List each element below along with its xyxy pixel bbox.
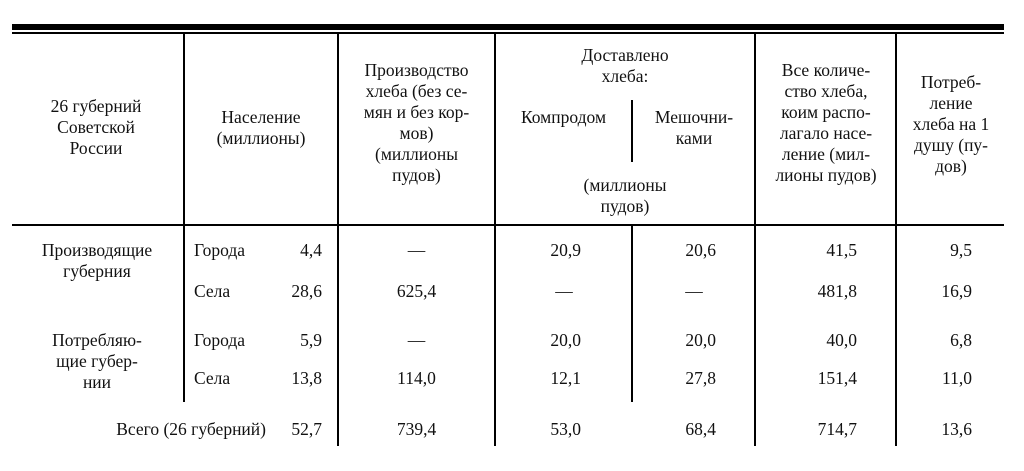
header-meshochniki: [634, 107, 754, 149]
cell-komprod: 20,9: [550, 240, 581, 260]
cell-total: 41,5: [826, 240, 857, 260]
header-delivered-units: [497, 175, 753, 217]
header-text: душу (пу-: [913, 135, 989, 155]
group-label-text: Потребляю-: [52, 330, 142, 350]
header-text: Потреб-: [920, 72, 982, 92]
cell-total: 714,7: [817, 419, 857, 439]
header-komprod: [497, 107, 630, 128]
cell-per-capita: 16,9: [941, 281, 972, 301]
header-text: Доставлено: [581, 45, 669, 65]
cell-total: 151,4: [817, 368, 857, 388]
header-text: России: [69, 138, 123, 158]
cell-per-capita: 6,8: [950, 330, 972, 350]
row-kind: Города: [194, 240, 245, 260]
header-text: Компродом: [520, 107, 607, 127]
header-rule: [12, 224, 1004, 226]
group-label-text: Производящие: [41, 240, 153, 260]
cell-population: 52,7: [291, 419, 322, 439]
total-label: Всего (26 губерний): [116, 419, 266, 439]
row-kind: Города: [194, 330, 245, 350]
top-rule-thin: [12, 32, 1004, 34]
col-divider: [494, 34, 496, 446]
cell-production: 739,4: [396, 419, 437, 439]
header-text: Население: [221, 107, 301, 127]
header-text: Советской: [57, 117, 135, 137]
cell-meshochniki: 20,6: [685, 240, 716, 260]
header-population: [186, 107, 336, 149]
group-label-text: нии: [82, 372, 112, 392]
cell-production: 625,4: [396, 281, 437, 301]
cell-meshochniki: 27,8: [685, 368, 716, 388]
header-text: Мешочни-: [654, 107, 734, 127]
col-divider: [337, 34, 339, 446]
header-text: дов): [935, 156, 967, 176]
cell-komprod: —: [555, 281, 573, 301]
cell-total: 481,8: [817, 281, 857, 301]
header-text: (миллионы: [583, 175, 667, 195]
header-text: лионы пудов): [775, 165, 877, 185]
col-divider: [895, 34, 897, 446]
header-text: ление: [929, 93, 973, 113]
cell-total: 40,0: [826, 330, 857, 350]
cell-production: —: [407, 330, 426, 350]
header-total-bread: [757, 60, 895, 186]
row-kind: Села: [194, 281, 231, 301]
header-text: (миллионы: [375, 144, 458, 164]
header-text: хлеба:: [601, 66, 649, 86]
col-divider: [183, 226, 185, 402]
header-text: Все количе-: [781, 60, 871, 80]
header-text: мян и без кор-: [363, 102, 470, 122]
col-divider: [754, 34, 756, 446]
cell-komprod: 12,1: [550, 368, 581, 388]
cell-meshochniki: 20,0: [685, 330, 716, 350]
group-label-consuming: [12, 330, 182, 393]
header-text: Производство: [364, 60, 469, 80]
cell-production: —: [407, 240, 426, 260]
header-text: ками: [675, 128, 713, 148]
header-text: хлеба (без се-: [365, 81, 468, 101]
cell-meshochniki: 68,4: [685, 419, 716, 439]
header-text: коим распо-: [781, 102, 871, 122]
header-text: хлеба на 1: [912, 114, 990, 134]
cell-population: 4,4: [300, 240, 322, 260]
cell-meshochniki: —: [685, 281, 703, 301]
header-text: лагало насе-: [779, 123, 873, 143]
top-rule-thick: [12, 24, 1004, 30]
group-label-text: щие губер-: [56, 351, 138, 371]
cell-per-capita: 9,5: [950, 240, 972, 260]
header-per-capita: [898, 72, 1004, 177]
cell-production: 114,0: [397, 368, 436, 388]
header-text: мов): [399, 123, 434, 143]
header-text: пудов): [600, 196, 650, 216]
header-region: [12, 96, 180, 159]
cell-per-capita: 13,6: [941, 419, 972, 439]
header-text: пудов): [392, 165, 441, 185]
cell-komprod: 53,0: [550, 419, 581, 439]
row-kind: Села: [194, 368, 231, 388]
cell-population: 5,9: [300, 330, 322, 350]
header-text: ство хлеба,: [784, 81, 868, 101]
col-divider: [631, 100, 633, 162]
group-label-producing: [12, 240, 182, 282]
header-production: [340, 60, 493, 186]
col-divider: [631, 226, 633, 402]
header-text: ление (мил-: [781, 144, 871, 164]
cell-komprod: 20,0: [550, 330, 581, 350]
header-text: 26 губерний: [50, 96, 142, 116]
header-delivered: [497, 45, 753, 87]
col-divider: [183, 34, 185, 226]
cell-population: 13,8: [291, 368, 322, 388]
group-label-text: губерния: [63, 261, 131, 281]
cell-per-capita: 11,0: [942, 368, 972, 388]
cell-population: 28,6: [291, 281, 322, 301]
header-text: (миллионы): [216, 128, 306, 148]
